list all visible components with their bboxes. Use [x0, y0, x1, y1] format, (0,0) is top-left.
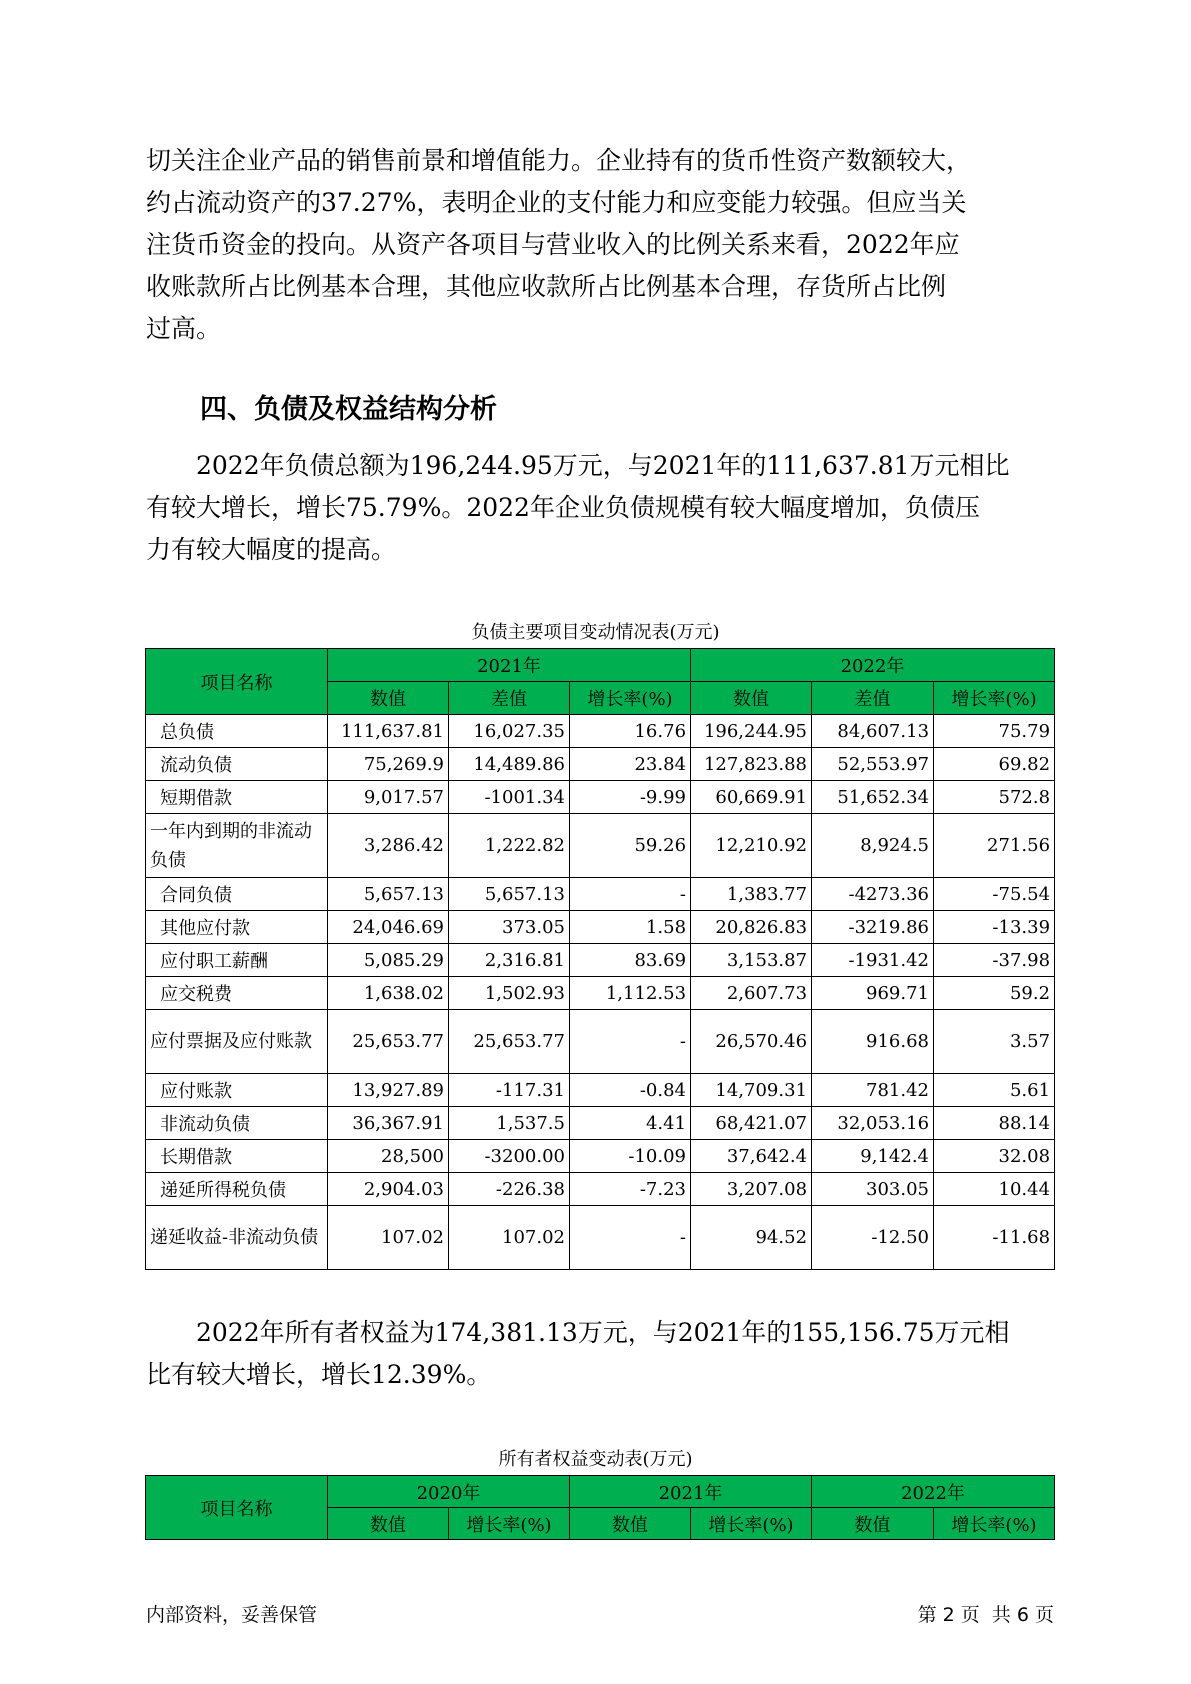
row-label: 应付票据及应付账款: [146, 1010, 328, 1074]
cell: 781.42: [812, 1074, 934, 1107]
row-label: 短期借款: [146, 781, 328, 814]
col-header-year: 2020年: [328, 1476, 570, 1508]
cell: -3200.00: [449, 1140, 570, 1173]
cell: 5,085.29: [328, 944, 449, 977]
cell: 5.61: [934, 1074, 1055, 1107]
paragraph-line: 2022年所有者权益为174,381.13万元，与2021年的155,156.75万元相: [196, 1318, 1010, 1347]
col-subheader: 增长率(%): [934, 682, 1055, 715]
cell: 3.57: [934, 1010, 1055, 1074]
paragraph-line: 收账款所占比例基本合理，其他应收款所占比例基本合理，存货所占比例: [146, 272, 947, 301]
liabilities-table: [145, 648, 1055, 1270]
cell: -226.38: [449, 1173, 570, 1206]
cell: 51,652.34: [812, 781, 934, 814]
cell: 26,570.46: [691, 1010, 812, 1074]
paragraph-liabilities: [146, 445, 1046, 571]
equity-table: [145, 1475, 1055, 1540]
cell: 52,553.97: [812, 748, 934, 781]
cell: 83.69: [570, 944, 691, 977]
cell: 14,489.86: [449, 748, 570, 781]
cell: 3,207.08: [691, 1173, 812, 1206]
row-label: 流动负债: [146, 748, 328, 781]
row-label: 应付职工薪酬: [146, 944, 328, 977]
table-row: [146, 1107, 1055, 1140]
row-label: 一年内到期的非流动负债: [146, 814, 328, 878]
cell: 303.05: [812, 1173, 934, 1206]
cell: 1,502.93: [449, 977, 570, 1010]
cell: 969.71: [812, 977, 934, 1010]
cell: -10.09: [570, 1140, 691, 1173]
col-subheader: 数值: [328, 1508, 449, 1540]
paragraph-line: 力有较大幅度的提高。: [146, 535, 397, 564]
paragraph-line: 注货币资金的投向。从资产各项目与营业收入的比例关系来看，2022年应: [146, 230, 960, 259]
cell: 60,669.91: [691, 781, 812, 814]
cell: 36,367.91: [328, 1107, 449, 1140]
table-row: [146, 715, 1055, 748]
cell: 25,653.77: [449, 1010, 570, 1074]
col-header-year: 2022年: [812, 1476, 1055, 1508]
col-subheader: 数值: [570, 1508, 691, 1540]
cell: 59.26: [570, 814, 691, 878]
col-header-year: 2022年: [691, 649, 1055, 682]
cell: 111,637.81: [328, 715, 449, 748]
cell: -4273.36: [812, 878, 934, 911]
table-row: [146, 1010, 1055, 1074]
cell: 107.02: [449, 1206, 570, 1270]
paragraph-line: 切关注企业产品的销售前景和增值能力。企业持有的货币性资产数额较大，: [146, 146, 972, 175]
cell: 572.8: [934, 781, 1055, 814]
row-label: 递延收益-非流动负债: [146, 1206, 328, 1270]
cell: 20,826.83: [691, 911, 812, 944]
paragraph-line: 有较大增长，增长75.79%。2022年企业负债规模有较大幅度增加，负债压: [146, 493, 980, 522]
cell: -75.54: [934, 878, 1055, 911]
table-row: [146, 878, 1055, 911]
cell: 373.05: [449, 911, 570, 944]
paragraph-line: 过高。: [146, 314, 222, 343]
cell: 75.79: [934, 715, 1055, 748]
cell: -12.50: [812, 1206, 934, 1270]
col-subheader: 差值: [812, 682, 934, 715]
cell: 14,709.31: [691, 1074, 812, 1107]
cell: 5,657.13: [328, 878, 449, 911]
cell: 69.82: [934, 748, 1055, 781]
paragraph-equity: [146, 1312, 1046, 1396]
cell: 107.02: [328, 1206, 449, 1270]
cell: 28,500: [328, 1140, 449, 1173]
table-row: [146, 1140, 1055, 1173]
cell: 32.08: [934, 1140, 1055, 1173]
col-subheader: 差值: [449, 682, 570, 715]
cell: 37,642.4: [691, 1140, 812, 1173]
cell: 10.44: [934, 1173, 1055, 1206]
cell: 84,607.13: [812, 715, 934, 748]
footer-page-number: 第 2 页 共 6 页: [917, 1604, 1054, 1626]
cell: -11.68: [934, 1206, 1055, 1270]
cell: 271.56: [934, 814, 1055, 878]
cell: -3219.86: [812, 911, 934, 944]
cell: 2,607.73: [691, 977, 812, 1010]
cell: 16.76: [570, 715, 691, 748]
table-row: [146, 814, 1055, 878]
cell: -1931.42: [812, 944, 934, 977]
cell: -0.84: [570, 1074, 691, 1107]
cell: -37.98: [934, 944, 1055, 977]
cell: 23.84: [570, 748, 691, 781]
table-row: [146, 1173, 1055, 1206]
col-subheader: 数值: [691, 682, 812, 715]
cell: 16,027.35: [449, 715, 570, 748]
row-label: 递延所得税负债: [146, 1173, 328, 1206]
cell: 1,222.82: [449, 814, 570, 878]
col-header-year: 2021年: [328, 649, 691, 682]
cell: 1,383.77: [691, 878, 812, 911]
section-heading: 四、负债及权益结构分析: [200, 394, 497, 425]
cell: 88.14: [934, 1107, 1055, 1140]
table-row: [146, 944, 1055, 977]
col-subheader: 数值: [328, 682, 449, 715]
cell: 1,112.53: [570, 977, 691, 1010]
cell: 24,046.69: [328, 911, 449, 944]
cell: 916.68: [812, 1010, 934, 1074]
row-label: 其他应付款: [146, 911, 328, 944]
cell: 3,153.87: [691, 944, 812, 977]
table-row: [146, 1206, 1055, 1270]
footer-left: 内部资料，妥善保管: [146, 1604, 318, 1626]
row-label: 非流动负债: [146, 1107, 328, 1140]
paragraph-top: [146, 140, 1046, 350]
col-subheader: 增长率(%): [934, 1508, 1055, 1540]
cell: 9,017.57: [328, 781, 449, 814]
col-subheader: 增长率(%): [691, 1508, 812, 1540]
cell: 68,421.07: [691, 1107, 812, 1140]
paragraph-line: 约占流动资产的37.27%，表明企业的支付能力和应变能力较强。但应当关: [146, 188, 967, 217]
table-row: [146, 748, 1055, 781]
cell: 32,053.16: [812, 1107, 934, 1140]
table1-caption: 负债主要项目变动情况表(万元): [471, 622, 720, 643]
col-header-item-name: 项目名称: [146, 649, 328, 715]
cell: -1001.34: [449, 781, 570, 814]
row-label: 合同负债: [146, 878, 328, 911]
row-label: 长期借款: [146, 1140, 328, 1173]
table-row: [146, 911, 1055, 944]
row-label: 应交税费: [146, 977, 328, 1010]
cell: 2,904.03: [328, 1173, 449, 1206]
cell: 196,244.95: [691, 715, 812, 748]
cell: -: [570, 1206, 691, 1270]
col-subheader: 增长率(%): [449, 1508, 570, 1540]
cell: 127,823.88: [691, 748, 812, 781]
cell: -: [570, 1010, 691, 1074]
cell: 2,316.81: [449, 944, 570, 977]
cell: 94.52: [691, 1206, 812, 1270]
col-subheader: 增长率(%): [570, 682, 691, 715]
cell: 75,269.9: [328, 748, 449, 781]
col-header-year: 2021年: [570, 1476, 812, 1508]
cell: 59.2: [934, 977, 1055, 1010]
cell: 1,537.5: [449, 1107, 570, 1140]
cell: 1,638.02: [328, 977, 449, 1010]
cell: 5,657.13: [449, 878, 570, 911]
col-subheader: 数值: [812, 1508, 934, 1540]
cell: 8,924.5: [812, 814, 934, 878]
cell: 3,286.42: [328, 814, 449, 878]
cell: 9,142.4: [812, 1140, 934, 1173]
col-header-item-name: 项目名称: [146, 1476, 328, 1540]
cell: 25,653.77: [328, 1010, 449, 1074]
table-row: [146, 1074, 1055, 1107]
row-label: 应付账款: [146, 1074, 328, 1107]
table-row: [146, 977, 1055, 1010]
cell: -13.39: [934, 911, 1055, 944]
cell: 12,210.92: [691, 814, 812, 878]
cell: -: [570, 878, 691, 911]
table-row: [146, 781, 1055, 814]
cell: -7.23: [570, 1173, 691, 1206]
cell: 13,927.89: [328, 1074, 449, 1107]
table2-caption: 所有者权益变动表(万元): [498, 1449, 693, 1470]
cell: -117.31: [449, 1074, 570, 1107]
paragraph-line: 2022年负债总额为196,244.95万元，与2021年的111,637.81万元相比: [196, 451, 1010, 480]
paragraph-line: 比有较大增长，增长12.39%。: [146, 1360, 492, 1389]
cell: 4.41: [570, 1107, 691, 1140]
cell: -9.99: [570, 781, 691, 814]
row-label: 总负债: [146, 715, 328, 748]
cell: 1.58: [570, 911, 691, 944]
